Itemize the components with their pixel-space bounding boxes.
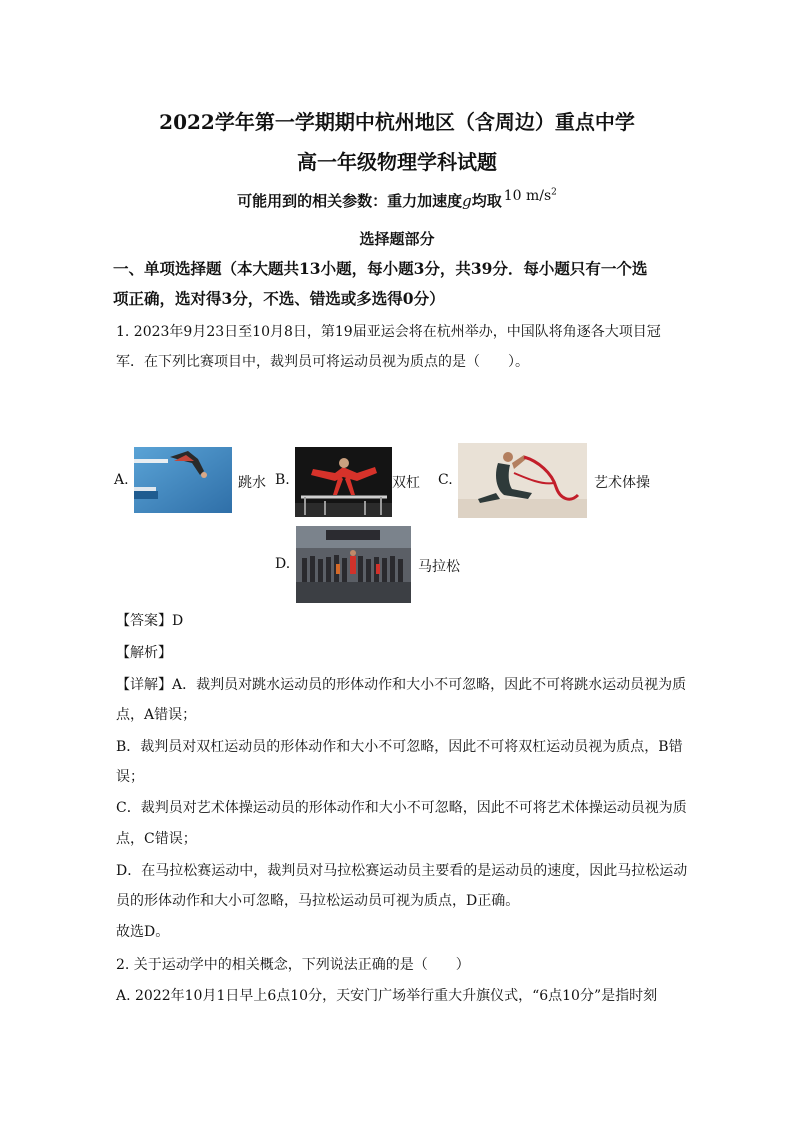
parallel-bars-image [295,447,392,517]
option-d-letter: D. [275,556,291,572]
exam-subtitle: 高一年级物理学科试题 [297,150,497,174]
option-b-label: 双杠 [392,475,420,491]
analysis-label: 【解析】 [116,645,172,661]
marathon-image [296,526,411,603]
diving-image [134,447,232,513]
exam-title: 2022学年第一学期期中杭州地区（含周边）重点中学 [159,110,635,134]
detail-line-8: 员的形体动作和大小可忽略，马拉松运动员可视为质点，D正确。 [116,893,520,909]
params-prefix: 可能用到的相关参数：重力加速度 [237,192,463,210]
option-c-label: 艺术体操 [594,475,650,491]
q2-option-a: A. 2022年10月1日早上6点10分，天安门广场举行重大升旗仪式，“6点10分”是指时刻 [116,988,658,1004]
option-d-label: 马拉松 [418,559,460,575]
answer-line: 【答案】D [116,613,184,629]
gravity-symbol: g [462,192,472,210]
option-b-letter: B. [275,472,290,488]
detail-line-7: D．在马拉松赛运动中，裁判员对马拉松赛运动员主要看的是运动员的速度，因此马拉松运动 [116,863,688,879]
detail-line-9: 故选D。 [116,924,170,940]
q1-stem-line1: 1. 2023年9月23日至10月8日，第19届亚运会将在杭州举办，中国队将角逐各大项目冠 [116,324,661,340]
detail-line-3: B．裁判员对双杠运动员的形体动作和大小不可忽略，因此不可将双杠运动员视为质点，B错 [116,739,683,755]
section-heading: 选择题部分 [359,230,435,248]
detail-line-5: C．裁判员对艺术体操运动员的形体动作和大小不可忽略，因此不可将艺术体操运动员视为质 [116,800,687,816]
rhythmic-gymnastics-image [458,443,587,518]
option-c-letter: C. [438,472,453,488]
detail-line-1: 【详解】A．裁判员对跳水运动员的形体动作和大小不可忽略，因此不可将跳水运动员视为质 [116,677,687,693]
q2-stem: 2. 关于运动学中的相关概念，下列说法正确的是（ ） [116,957,470,973]
detail-line-2: 点，A错误； [116,707,197,723]
option-a-label: 跳水 [238,475,266,491]
part-instructions-line2: 项正确，选对得3分，不选、错选或多选得0分） [113,289,445,308]
detail-line-6: 点，C错误； [116,831,197,847]
part-instructions-line1: 一、单项选择题（本大题共13小题，每小题3分，共39分．每小题只有一个选 [113,259,648,278]
gravity-value: 10 $m/s^2$ [503,187,557,204]
parameters-line [0,187,794,211]
params-suffix: 均取 [471,192,502,210]
detail-line-4: 误； [116,769,144,785]
q1-stem-line2: 军．在下列比赛项目中，裁判员可将运动员视为质点的是（ ）。 [116,354,529,370]
option-a-letter: A. [114,472,129,488]
